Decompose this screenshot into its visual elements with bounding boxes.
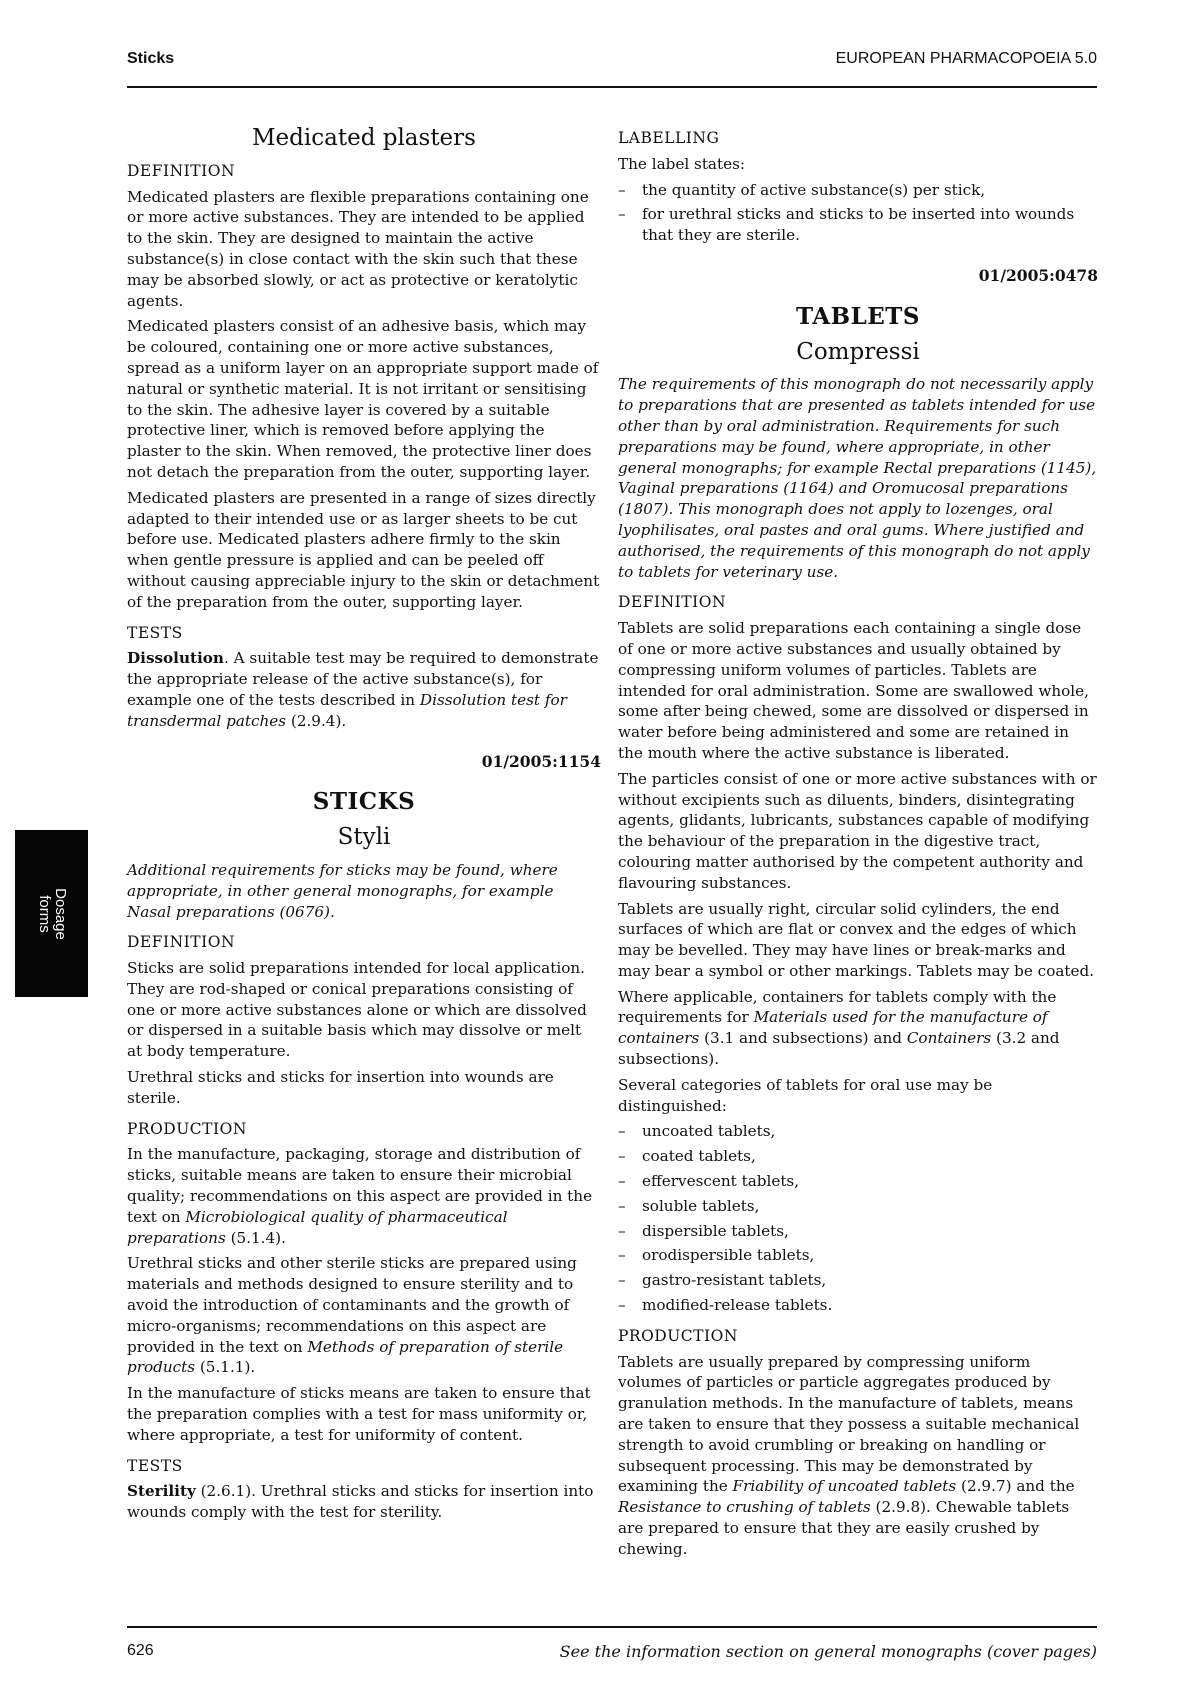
plasters-tests-heading: TESTS (127, 623, 183, 642)
section-title: Sticks (127, 50, 175, 67)
monograph-name: STICKS (312, 788, 416, 816)
list-item: – dispersible tablets, (618, 1221, 1098, 1242)
list-item: – orodispersible tablets, (618, 1245, 1098, 1266)
plasters-definition-paragraph: Medicated plasters are presented in a range of sizes directly adapted to their intended use or as larger sheets to be cut before use. Medicated plasters adhere firmly to the skin when gentle pressure is applied and can be peeled off without causing appreciable injury to the skin or detachment of the preparation from the outer, supporting layer. (127, 488, 600, 611)
sticks-definition-paragraph: Urethral sticks and sticks for insertion into wounds are sterile. (127, 1068, 554, 1107)
plasters-title: Medicated plasters (252, 125, 476, 151)
monograph-intro: The requirements of this monograph do not necessarily apply to preparations that are presented as tablets intended for use other than by oral administration. Requirements for such preparations may be found, where appropriate, in other general monographs; for example Rectal preparations (1145), Vaginal preparations (1164) and Oromucosal preparations (1807). This monograph does not apply to lozenges, oral lyophilisates, oral pastes and oral gums. Where justified and authorised, the requirements of this monograph do not apply to tablets for veterinary use. (618, 375, 1097, 581)
monograph-name: TABLETS (795, 302, 921, 330)
monograph-intro: Additional requirements for sticks may be found, where appropriate, in other general monographs, for example Nasal preparations (0676). (127, 860, 558, 921)
tablets-definition-paragraph: The particles consist of one or more active substances with or without excipients such as diluents, binders, disintegrating agents, glidants, lubricants, substances capable of modifying the behaviour of the preparation in the digestive tract, colouring matter authorised by the competent authority and flavouring substances. (618, 769, 1097, 892)
list-item: – coated tablets, (618, 1146, 1098, 1167)
page-number: 626 (127, 1642, 154, 1659)
plasters-definition-heading: DEFINITION (127, 161, 236, 180)
list-item: – effervescent tablets, (618, 1171, 1098, 1192)
plasters-definition-paragraph: Medicated plasters consist of an adhesive basis, which may be coloured, containing one or more active substances, spread as a uniform layer on an appropriate support made of natural or synthetic material. It is not irritant or sensitising to the skin. The adhesive layer is covered by a suitable protective liner, which is removed before applying the plaster to the skin. When removed, the protective liner does not detach the preparation from the outer, supporting layer. (127, 317, 599, 481)
page-footer (127, 1626, 1097, 1666)
cross-reference: Containers (906, 1029, 992, 1048)
plasters-definition-paragraph: Medicated plasters are flexible preparations containing one or more active substances. They are intended to be applied to the skin. They are designed to maintain the active substance(s) in close contact with the skin such that these may be absorbed slowly, or act as protective or keratolytic agents. (127, 187, 589, 310)
right-column (618, 128, 1098, 1565)
cross-reference: Friability of uncoated tablets (732, 1477, 957, 1496)
monograph-reference: 01/2005:1154 (481, 751, 601, 771)
dissolution-paragraph: Dissolution. A suitable test may be required to demonstrate the appropriate release of the active substance(s), for example one of the tests described in Dissolution test for transdermal patches (2.9.4). (127, 649, 599, 730)
monograph-reference: 01/2005:0478 (978, 265, 1098, 285)
sterility-paragraph: Sterility (2.6.1). Urethral sticks and sticks for insertion into wounds comply with the test for sterility. (127, 1482, 594, 1522)
list-item: – uncoated tablets, (618, 1121, 1098, 1142)
sticks-production-paragraph: Urethral sticks and other sterile sticks are prepared using materials and methods designed to ensure sterility and to avoid the introduction of contaminants and the growth of micro-organisms; recommendations on this aspect are provided in the text on Methods of preparation of sterile products (5.1.1). (127, 1254, 577, 1377)
tablets-production-heading: PRODUCTION (618, 1326, 738, 1345)
tablets-definition-paragraph: Where applicable, containers for tablets comply with the requirements for Materials used for the manufacture of containers (3.1 and subsections) and Containers (3.2 and subsections). (618, 987, 1060, 1069)
cross-reference: Resistance to crushing of tablets (618, 1498, 871, 1517)
monograph-latin-name: Compressi (796, 338, 920, 365)
list-item: – soluble tablets, (618, 1196, 1098, 1217)
book-title: EUROPEAN PHARMACOPOEIA 5.0 (835, 50, 1097, 67)
tablet-categories-list (618, 1121, 1098, 1315)
sticks-definition-paragraph: Sticks are solid preparations intended for local application. They are rod-shaped or conical preparations consisting of one or more active substances alone or which are dissolved or dispersed in a suitable basis which may dissolve or melt at body temperature. (127, 959, 587, 1061)
footer-note: See the information section on general monographs (cover pages) (559, 1642, 1097, 1661)
labelling-heading: LABELLING (618, 129, 720, 147)
list-item: – modified-release tablets. (618, 1295, 1098, 1316)
running-head (127, 50, 1097, 88)
cross-reference: Materials used for the manufacture of containers (618, 1008, 1048, 1048)
sticks-tests-heading: TESTS (127, 1456, 183, 1475)
sticks-production-heading: PRODUCTION (127, 1119, 247, 1138)
tablets-definition-paragraph: Tablets are usually right, circular solid cylinders, the end surfaces of which are flat or convex and the edges of which may be bevelled. They may have lines or break-marks and may bear a symbol or other markings. Tablets may be coated. (618, 899, 1095, 980)
tablets-definition-paragraph: Several categories of tablets for oral use may be distinguished: (618, 1075, 993, 1115)
cross-reference: Methods of preparation of sterile products (127, 1337, 564, 1377)
labelling-intro: The label states: (618, 154, 745, 173)
labelling-list (618, 180, 1098, 246)
cross-reference: Microbiological quality of pharmaceutical preparations (127, 1207, 508, 1247)
sterility-term: Sterility (127, 1482, 196, 1501)
monograph-latin-name: Styli (337, 824, 391, 851)
tablets-definition-paragraph: Tablets are solid preparations each containing a single dose of one or more active substances and usually obtained by compressing uniform volumes of particles. Tablets are intended for oral administration. Some are swallowed whole, some after being chewed, some are dissolved or dispersed in water before being administered and some are retained in the mouth where the active substance is liberated. (618, 619, 1089, 762)
tablets-production-paragraph: Tablets are usually prepared by compressing uniform volumes of particles or particle aggregates produced by granulation methods. In the manufacture of tablets, means are taken to ensure that they possess a suitable mechanical strength to avoid crumbling or breaking on handling or subsequent processing. This may be demonstrated by examining the Friability of uncoated tablets (2.9.7) and the Resistance to crushing of tablets (2.9.8). Chewable tablets are prepared to ensure that they are easily crushed by chewing. (618, 1352, 1080, 1558)
tablets-definition-heading: DEFINITION (618, 593, 727, 612)
list-item: – gastro-resistant tablets, (618, 1270, 1098, 1291)
section-thumb-tab (15, 830, 88, 997)
sticks-definition-heading: DEFINITION (127, 933, 236, 952)
cross-reference: Dissolution test for transdermal patches (127, 690, 567, 730)
sticks-production-paragraph: In the manufacture, packaging, storage and distribution of sticks, suitable means are taken to ensure their microbial quality; recommendations on this aspect are provided in the text on Microbiological quality of pharmaceutical preparations (5.1.4). (127, 1145, 593, 1247)
list-item: – for urethral sticks and sticks to be inserted into wounds that they are sterile. (618, 204, 1098, 246)
section-thumb-label: Dosage forms (35, 887, 69, 940)
sticks-production-paragraph: In the manufacture of sticks means are taken to ensure that the preparation complies with a test for mass uniformity or, where appropriate, a test for uniformity of content. (127, 1384, 591, 1444)
dissolution-term: Dissolution (127, 649, 224, 668)
left-column (127, 125, 601, 1528)
list-item: – the quantity of active substance(s) per stick, (618, 180, 1098, 201)
